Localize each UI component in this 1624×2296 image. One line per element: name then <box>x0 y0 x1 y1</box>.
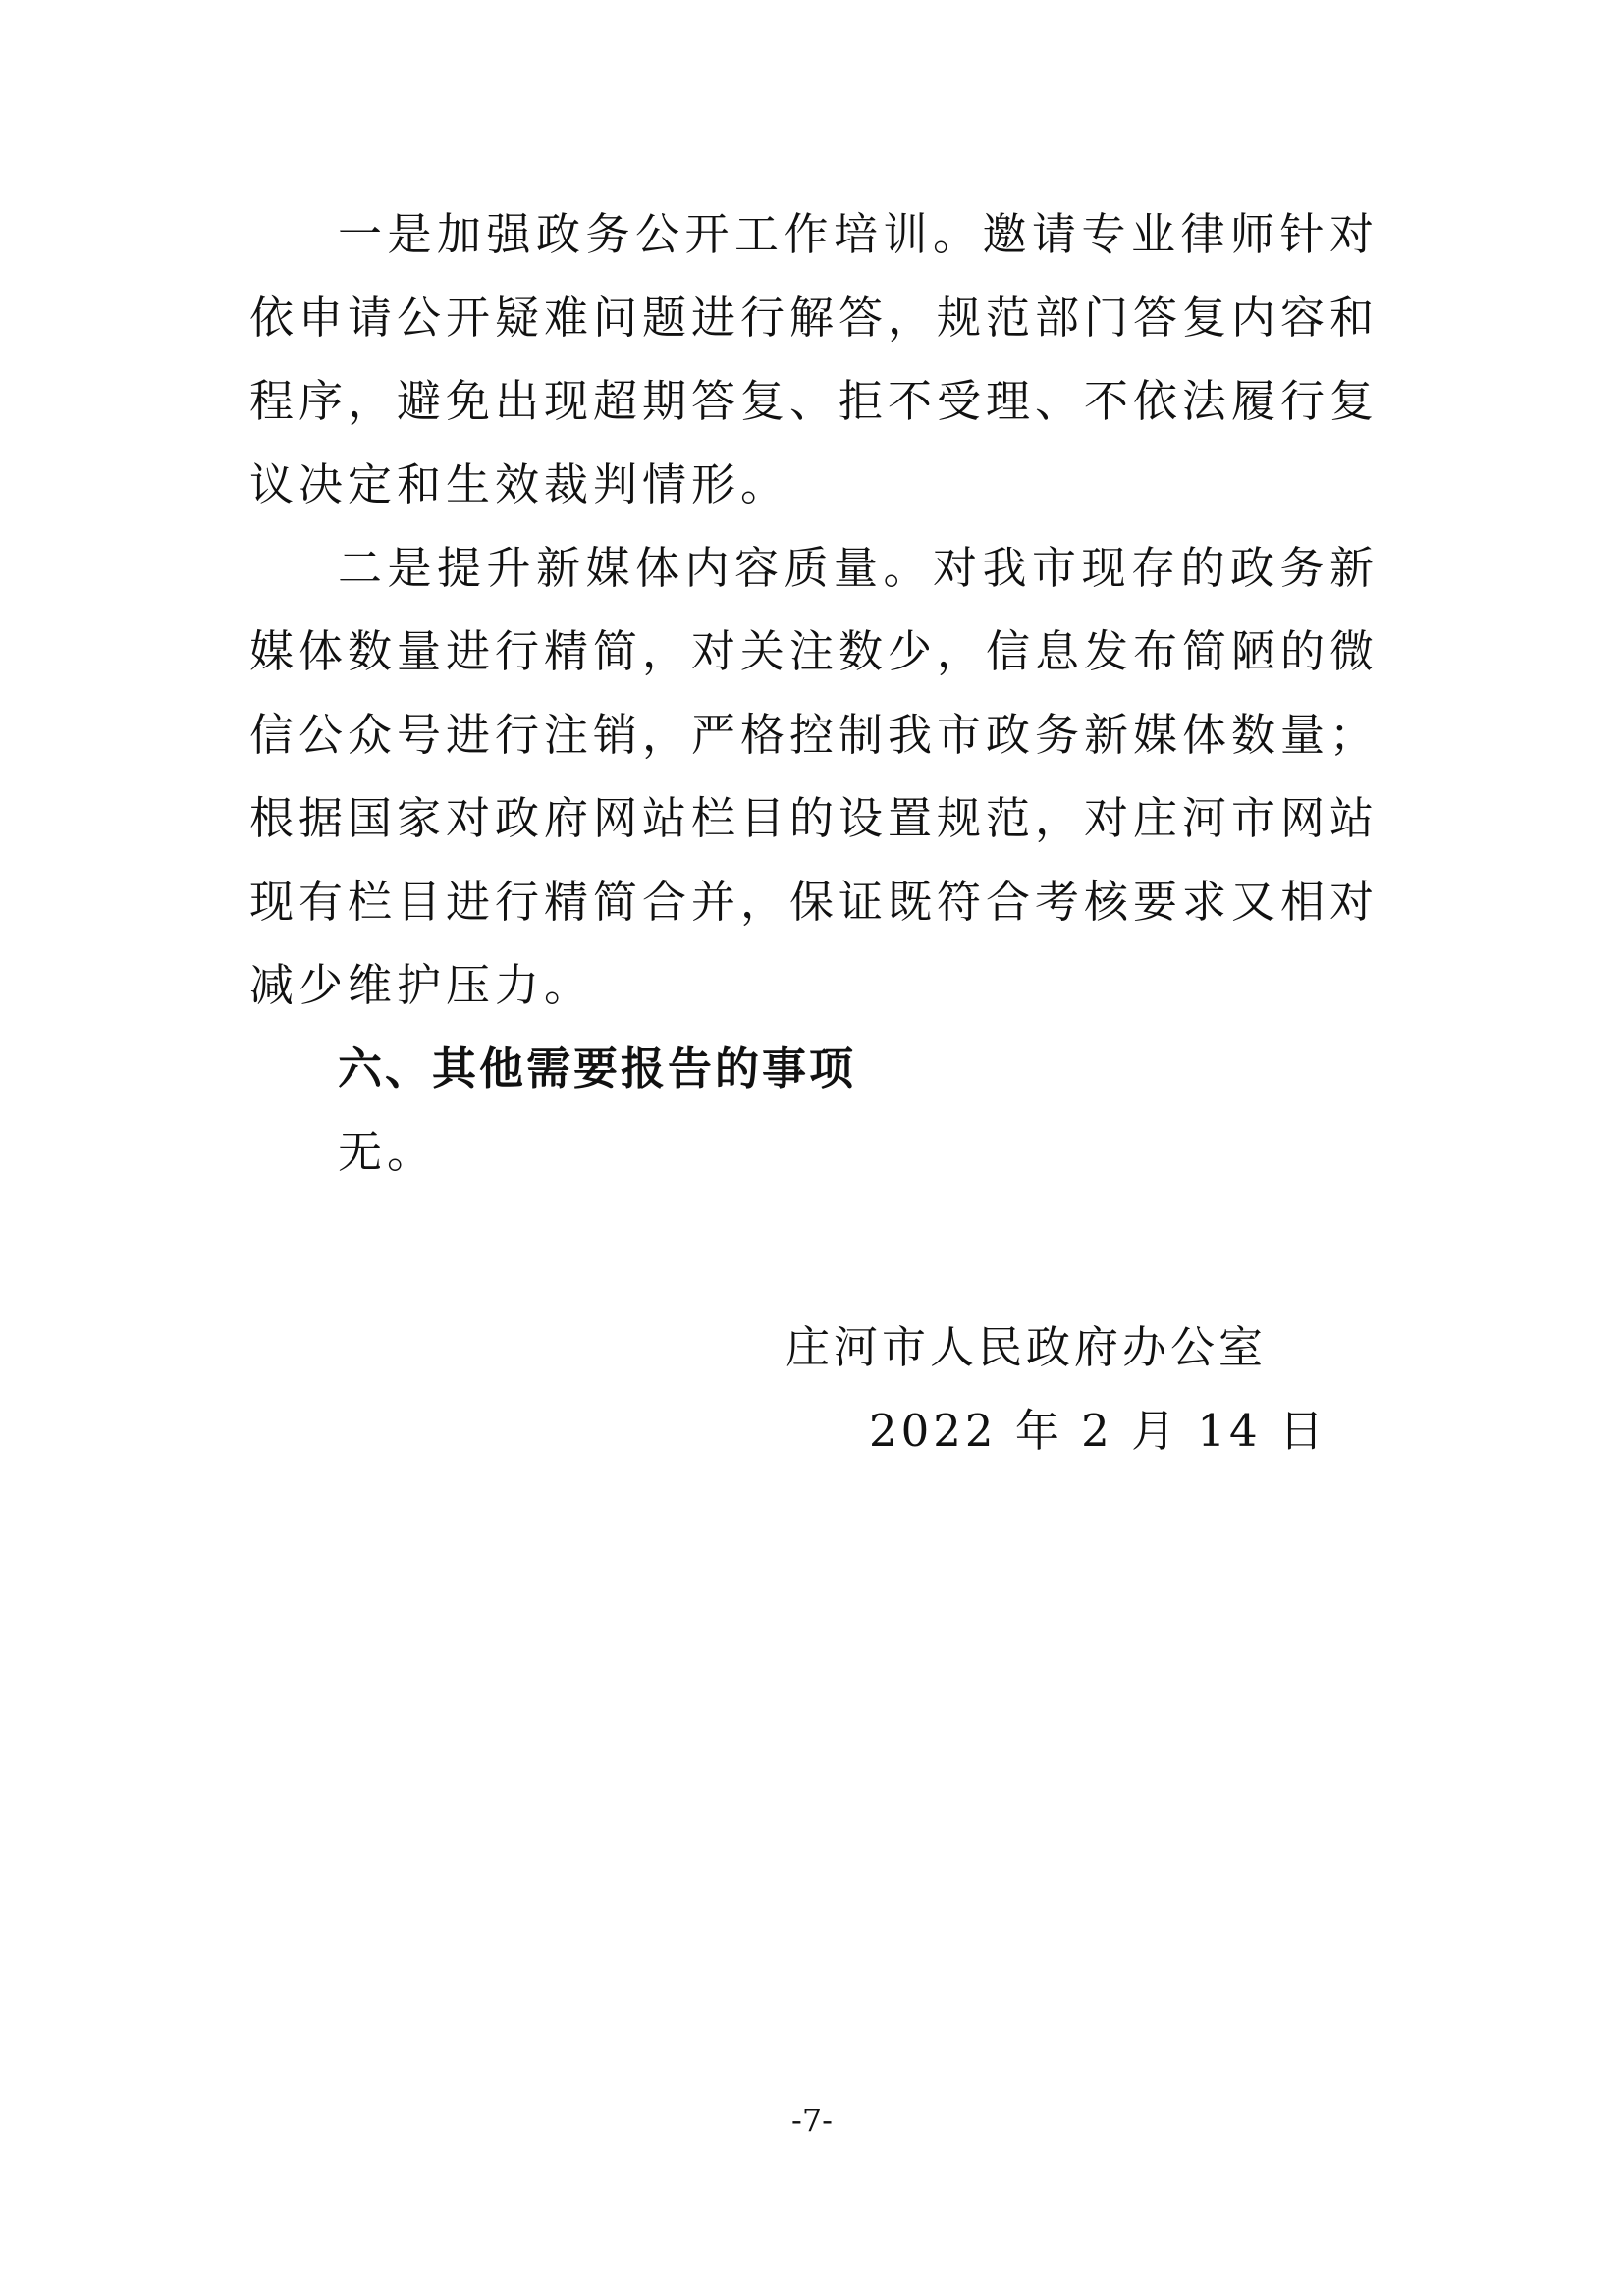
paragraph-training: 一是加强政务公开工作培训。邀请专业律师针对依申请公开疑难问题进行解答，规范部门答复内容和程序，避免出现超期答复、拒不受理、不依法履行复议决定和生效裁判情形。 <box>249 208 1380 510</box>
signature-date: 2022 年 2 月 14 日 <box>869 1405 1327 1457</box>
page-number: -7- <box>791 2102 833 2139</box>
signature-block <box>785 1306 1335 1472</box>
signature-organization: 庄河市人民政府办公室 <box>785 1321 1268 1373</box>
document-body <box>249 192 1379 1194</box>
paragraph-new-media: 二是提升新媒体内容质量。对我市现存的政务新媒体数量进行精简，对关注数少，信息发布简陋的微信公众号进行注销，严格控制我市政务新媒体数量；根据国家对政府网站栏目的设置规范，对庄河市网站现有栏目进行精简合并，保证既符合考核要求又相对减少维护压力。 <box>249 542 1380 1011</box>
paragraph-none: 无。 <box>338 1126 437 1178</box>
section-heading-other-matters: 六、其他需要报告的事项 <box>338 1042 857 1095</box>
